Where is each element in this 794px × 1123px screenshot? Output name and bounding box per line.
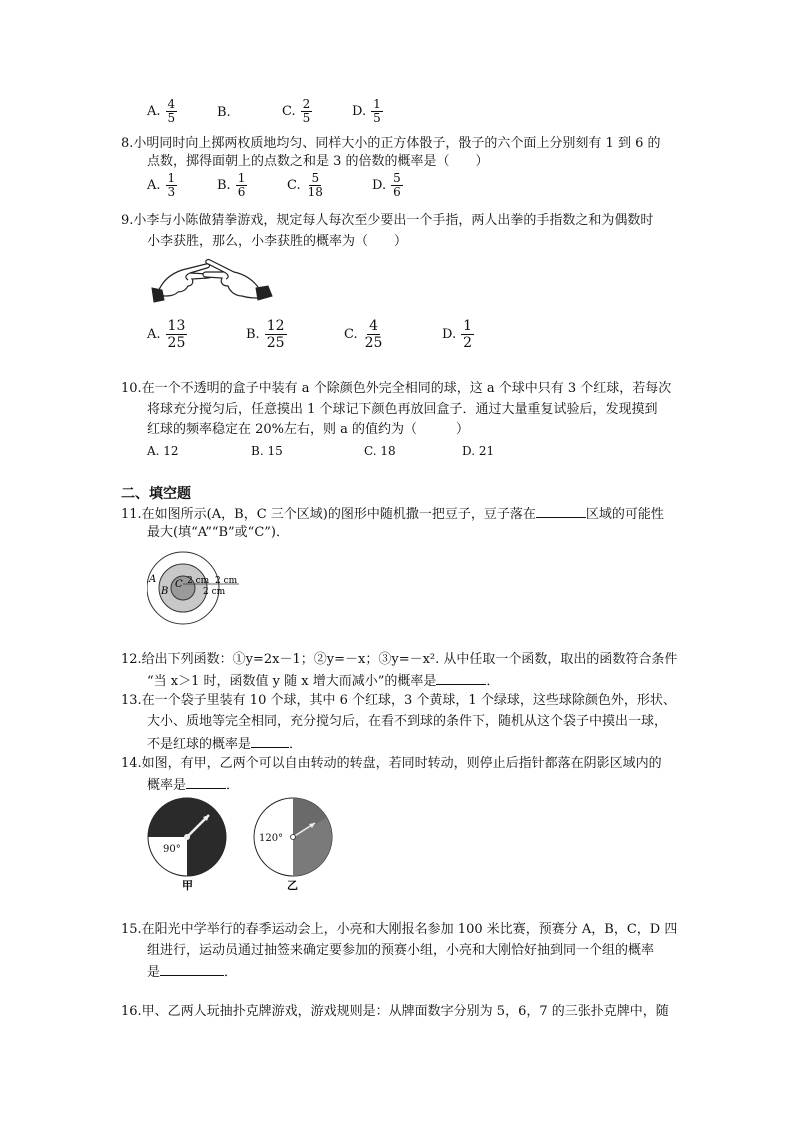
fraction: $\frac{4}{25}$	[364, 318, 383, 351]
option-label: A.	[147, 104, 161, 119]
label-a: A	[149, 574, 157, 585]
q9-option-a	[147, 318, 188, 351]
text: ．	[224, 965, 238, 980]
q9-option-b	[246, 318, 288, 351]
radius-label-1: 2 cm	[187, 576, 210, 586]
q14-text-line2	[147, 775, 239, 795]
option-label: D.	[352, 104, 367, 119]
q10-option-b: B. 15	[251, 444, 283, 458]
spinners-figure	[147, 797, 333, 893]
q9-option-c	[344, 318, 385, 351]
q12-text-line1: 12.给出下列函数：①y=2x－1；②y=－x；③y=－x². 从中任取一个函数，取出的函数符合条件	[121, 652, 678, 667]
answer-blank[interactable]	[160, 962, 224, 976]
q14-text-line1: 14.如图，有甲，乙两个可以自由转动的转盘，若同时转动，则停止后指针都落在阴影区域内的	[121, 756, 662, 771]
fraction: $\frac{1}{6}$	[237, 171, 246, 199]
answer-blank[interactable]	[536, 504, 586, 518]
fraction: $\frac{13}{25}$	[167, 318, 186, 351]
option-label: D.	[442, 327, 457, 342]
q10-text-line1: 10.在一个不透明的盒子中装有 a 个除颜色外完全相同的球，这 a 个球中只有 3 个红球，若每次	[121, 381, 672, 396]
q8-text-line1: 8.小明同时向上掷两枚质地均匀、同样大小的正方体骰子，骰子的六个面上分别刻有 1 到 6 的	[121, 136, 661, 151]
spinner-jia	[148, 798, 226, 876]
left-hand-icon	[158, 264, 211, 296]
option-label: B.	[217, 105, 231, 120]
q7-option-b	[217, 105, 235, 120]
q8-text-line2: 点数，掷得面朝上的点数之和是 3 的倍数的概率是（ ）	[147, 154, 489, 169]
q10-option-a: A. 12	[147, 444, 179, 458]
q7-option-c	[282, 98, 313, 125]
fraction: $\frac{1}{5}$	[373, 97, 381, 125]
option-label: C.	[344, 327, 358, 342]
answer-blank[interactable]	[186, 775, 226, 789]
left-cuff	[152, 288, 164, 302]
q10-option-c: C. 18	[364, 444, 396, 458]
label-b: B	[161, 586, 169, 597]
text: “当 x＞1 时，函数值 y 随 x 增大而减小”的概率是	[147, 674, 437, 689]
option-label: B.	[217, 178, 231, 193]
text: 概率是	[147, 778, 187, 793]
q9-option-d	[442, 318, 475, 351]
q15-text-line3	[147, 962, 237, 982]
caption-yi: 乙	[287, 879, 298, 892]
text: ．	[289, 737, 303, 752]
hands-image	[148, 252, 274, 308]
q10-text-line2: 将球充分搅匀后，任意摸出 1 个球记下颜色再放回盒子．通过大量重复试验后，发现摸到	[147, 402, 658, 417]
fraction: $\frac{4}{5}$	[167, 97, 176, 125]
q16-text-line1: 16.甲、乙两人玩抽扑克牌游戏，游戏规则是：从牌面数字分别为 5，6，7 的三张扑克牌中，随	[121, 1004, 669, 1019]
q9-text-line1: 9.小李与小陈做猜拳游戏，规定每人每次至少要出一个手指，两人出拳的手指数之和为偶数时	[121, 213, 654, 228]
q15-text-line2: 组进行，运动员通过抽签来确定要参加的预赛小组，小亮和大刚恰好抽到同一个组的概率	[147, 943, 655, 958]
text: ．	[226, 778, 240, 793]
text: 区域的可能性	[585, 507, 664, 522]
text: 不是红球的概率是	[147, 737, 252, 752]
spinner-yi	[254, 798, 332, 876]
fraction: $\frac{12}{25}$	[266, 318, 285, 351]
q13-text-line2: 大小、质地等完全相同，充分搅匀后，在看不到球的条件下，随机从这个袋子中摸出一球，	[147, 714, 668, 729]
option-label: A.	[147, 178, 161, 193]
text: 是	[147, 965, 161, 980]
q10-text-line3: 红球的频率稳定在 20%左右，则 a 的值约为（ ）	[147, 422, 470, 437]
answer-blank[interactable]	[251, 734, 289, 748]
q9-text-line2: 小李获胜，那么，小李获胜的概率为（ ）	[147, 234, 408, 249]
q10-option-d: D. 21	[462, 444, 495, 458]
option-label: A.	[147, 327, 161, 342]
radius-label-3: 2 cm	[203, 587, 226, 597]
q7-option-d	[352, 98, 384, 125]
target-diagram	[147, 550, 247, 628]
text: ．	[486, 674, 500, 689]
q13-text-line1: 13.在一个袋子里装有 10 个球，其中 6 个红球，3 个黄球，1 个绿球，这些球除颜色外，形状、	[121, 693, 676, 708]
right-hand-icon	[203, 260, 260, 298]
text: 11.在如图所示(A，B，C 三个区域)的图形中随机撒一把豆子，豆子落在	[121, 507, 536, 522]
caption-jia: 甲	[182, 879, 193, 892]
fraction: $\frac{5}{6}$	[393, 171, 401, 199]
q12-text-line2	[147, 671, 499, 691]
fraction: $\frac{2}{5}$	[302, 97, 311, 125]
q13-text-line3	[147, 734, 302, 754]
right-cuff	[256, 286, 272, 300]
angle-label-90: 90°	[163, 844, 181, 855]
q15-text-line1: 15.在阳光中学举行的春季运动会上，小亮和大刚报名参加 100 米比赛，预赛分 A，B，C，D 四	[121, 922, 678, 937]
q8-option-b	[217, 172, 248, 199]
fraction: $\frac{1}{2}$	[463, 318, 473, 351]
option-label: C.	[287, 178, 301, 193]
option-label: D.	[372, 178, 387, 193]
option-label: B.	[246, 327, 260, 342]
q8-option-d	[372, 172, 404, 199]
q8-option-a	[147, 172, 178, 199]
label-c: C	[175, 579, 183, 590]
q8-option-c	[287, 172, 326, 199]
angle-label-120: 120°	[259, 833, 284, 844]
q7-option-a	[147, 98, 178, 125]
q11-text-line1	[121, 504, 664, 524]
option-label: C.	[282, 104, 296, 119]
q11-text-line2: 最大(填“A”“B”或“C”)．	[147, 525, 289, 540]
fraction: $\frac{5}{18}$	[307, 171, 323, 199]
answer-blank[interactable]	[436, 671, 486, 685]
section-title: 二、填空题	[121, 486, 191, 502]
radius-label-2: 2 cm	[215, 576, 238, 586]
fraction: $\frac{1}{3}$	[167, 171, 176, 199]
